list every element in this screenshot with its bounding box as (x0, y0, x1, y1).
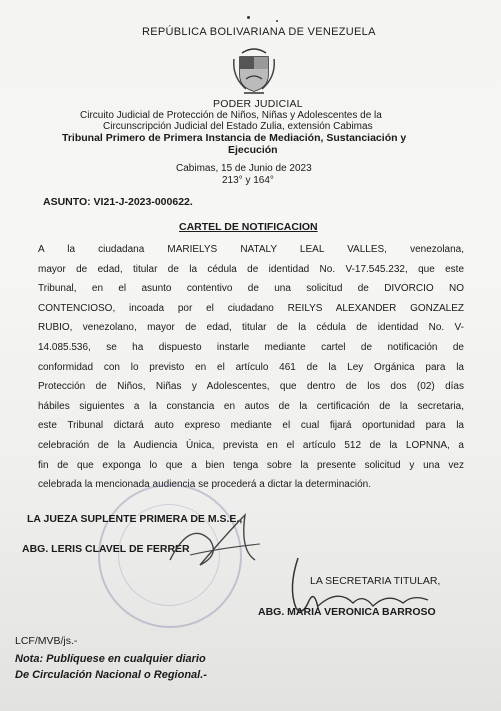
tribunal-line-2: Ejecución (228, 144, 278, 156)
judge-name: ABG. LERIS CLAVEL DE FERRER (22, 543, 190, 555)
body-line: hábiles siguientes a la constancia en autos de la certificación de la secretaria, (38, 400, 464, 412)
circuito-line-2: Circunscripción Judicial del Estado Zulia, extensión Cabimas (103, 121, 373, 132)
body-line: A la ciudadana MARIELYS NATALY LEAL VALLES, venezolana, (38, 244, 464, 255)
reference-initials: LCF/MVB/js.- (15, 635, 78, 647)
tribunal-line-1: Tribunal Primero de Primera Instancia de Mediación, Sustanciación y (62, 132, 407, 144)
speck (276, 20, 278, 22)
publication-note-line-2: De Circulación Nacional o Regional.- (15, 669, 207, 681)
body-line: conformidad con lo previsto en el artículo 461 de la Ley Orgánica para la (38, 361, 464, 373)
header-country: REPÚBLICA BOLIVARIANA DE VENEZUELA (142, 26, 376, 38)
body-line: Tribunal, en el asunto contentivo de una solicitud de DIVORCIO NO (38, 283, 464, 295)
speck (247, 16, 250, 19)
body-line: mayor de edad, titular de la cédula de identidad No. V-17.545.232, que este (38, 263, 464, 275)
date-line: Cabimas, 15 de Junio de 2023 (176, 163, 312, 174)
poder-judicial-title: PODER JUDICIAL (213, 98, 303, 110)
body-line: fin de que exponga lo que a bien tenga sobre la presente solicitud y una vez (38, 459, 464, 471)
notification-body (38, 240, 464, 495)
document-title: CARTEL DE NOTIFICACION (179, 221, 318, 233)
body-line: CONTENCIOSO, incoada por el ciudadano REILYS ALEXANDER GONZALEZ (38, 302, 464, 314)
secretary-title: LA SECRETARIA TITULAR, (310, 575, 441, 587)
publication-note-line-1: Nota: Publíquese en cualquier diario (15, 653, 206, 665)
coat-of-arms-icon (232, 45, 276, 95)
body-line: 14.085.536, se ha dispuesto instarle mediante cartel de notificación de (38, 341, 464, 353)
body-line: este Tribunal dictará auto expreso mediante el cual fijará oportunidad para la (38, 420, 464, 432)
body-line: RUBIO, venezolano, mayor de edad, titular de la cédula de identidad No. V- (38, 322, 464, 334)
secretary-name: ABG. MARIA VERONICA BARROSO (258, 606, 436, 618)
body-line: Protección de Niños, Niñas y Adolescentes, que dentro de los dos (02) días (38, 381, 464, 393)
years-line: 213° y 164° (222, 175, 274, 186)
body-line: celebración de la Audiencia Única, prevista en el artículo 512 de la LOPNNA, a (38, 439, 464, 451)
body-line: celebrada la mencionada audiencia se procederá a dictar la determinación. (38, 479, 371, 491)
judge-title: LA JUEZA SUPLENTE PRIMERA DE M.S.E., (27, 513, 243, 525)
circuito-line-1: Circuito Judicial de Protección de Niños, Niñas y Adolescentes de la (80, 110, 382, 121)
case-number: ASUNTO: VI21-J-2023-000622. (43, 196, 193, 208)
